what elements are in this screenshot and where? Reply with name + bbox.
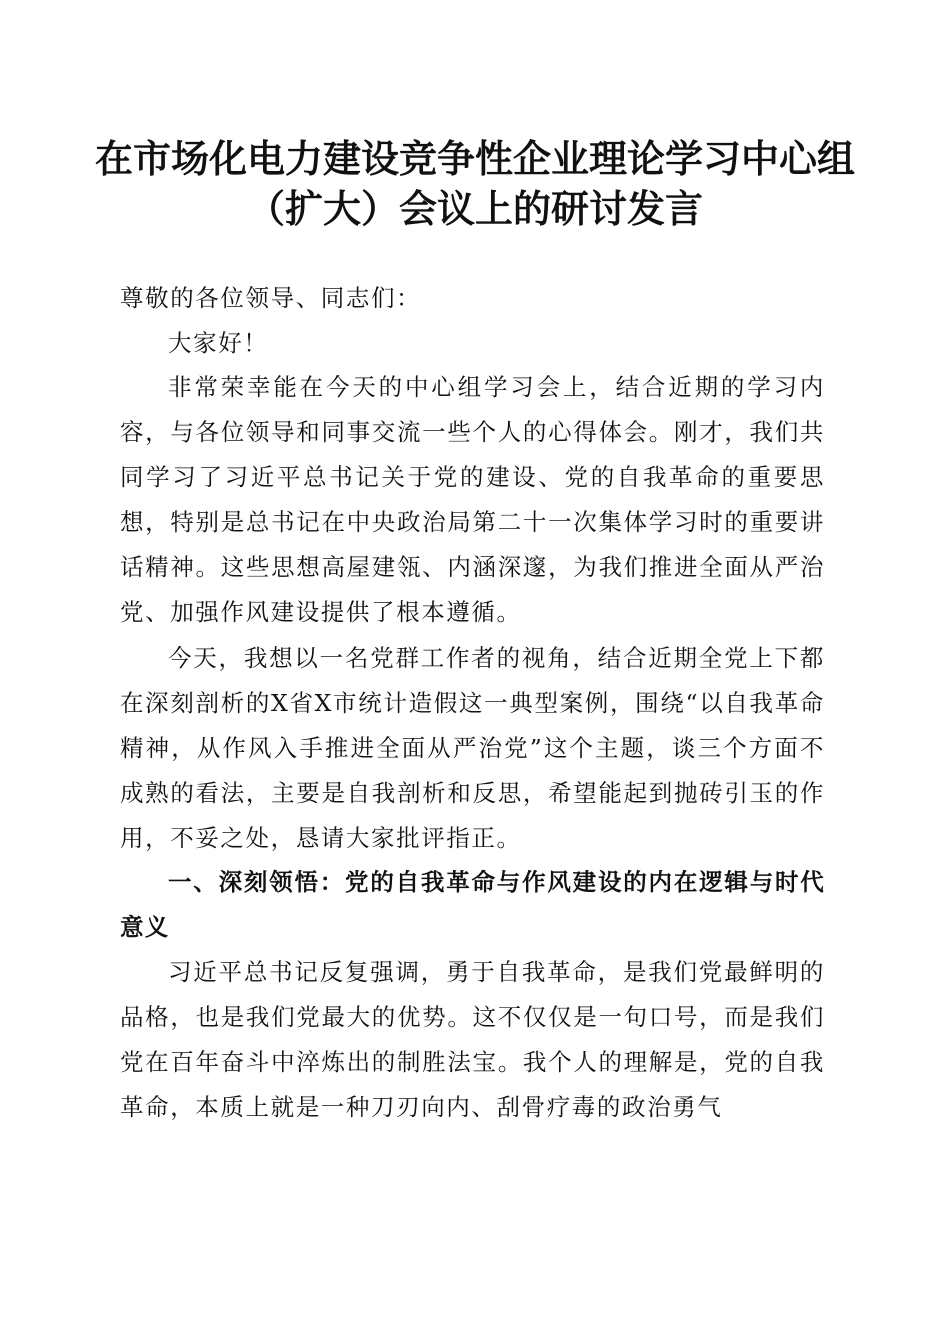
paragraph-3: 习近平总书记反复强调，勇于自我革命，是我们党最鲜明的品格，也是我们党最大的优势。这不仅仅是一句口号，而是我们党在百年奋斗中淬炼出的制胜法宝。我个人的理解是，党的自我革命，本质上就是一种刀刃向内、刮骨疗毒的政治勇气 (120, 958, 825, 1121)
paragraph-2: 今天，我想以一名党群工作者的视角，结合近期全党上下都在深刻剖析的X省X市统计造假这一典型案例，围绕“以自我革命精神，从作风入手推进全面从严治党”这个主题，谈三个方面不成熟的看法，主要是自我剖析和反思，希望能起到抛砖引玉的作用，不妥之处，恳请大家批评指正。 (120, 644, 825, 852)
greeting: 大家好！ (168, 329, 269, 357)
document-title-line-1: 在市场化电力建设竞争性企业理论学习中心组 (94, 136, 855, 181)
paragraph-1: 非常荣幸能在今天的中心组学习会上，结合近期的学习内容，与各位领导和同事交流一些个人的心得体会。刚才，我们共同学习了习近平总书记关于党的建设、党的自我革命的重要思想，特别是总书记在中央政治局第二十一次集体学习时的重要讲话精神。这些思想高屋建瓴、内涵深邃，为我们推进全面从严治党、加强作风建设提供了根本遵循。 (120, 373, 825, 626)
salutation: 尊敬的各位领导、同志们： (120, 284, 422, 312)
document-title-line-2: （扩大）会议上的研讨发言 (246, 186, 703, 231)
section-heading-1: 一、深刻领悟：党的自我革命与作风建设的内在逻辑与时代意义 (120, 868, 825, 941)
